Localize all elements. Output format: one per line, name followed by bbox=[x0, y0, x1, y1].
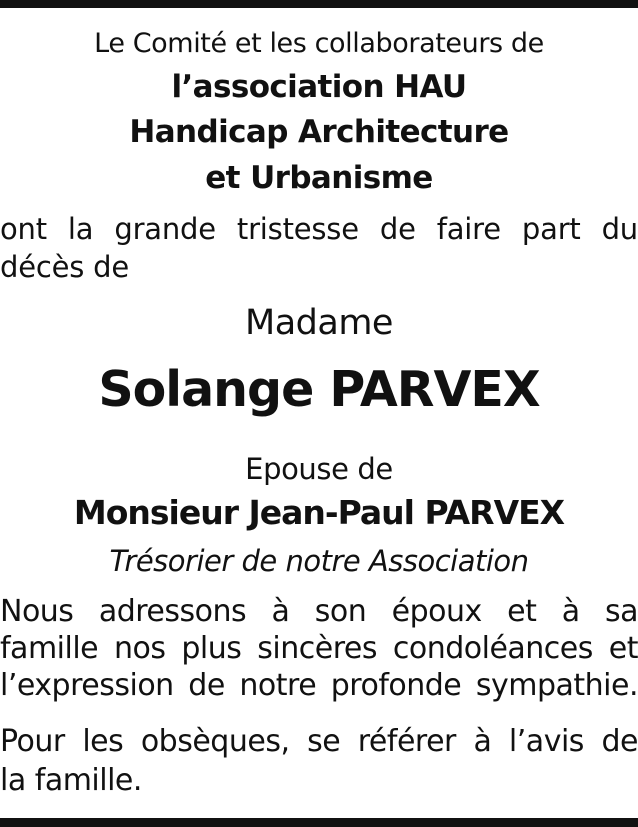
announcement-line-1: ont la grande tristesse de faire part du bbox=[0, 212, 638, 246]
condolences-line-2: famille nos plus sincères condoléances et bbox=[0, 631, 638, 666]
condolences-line-1: Nous adressons à son époux et à sa bbox=[0, 594, 638, 629]
condolences-line-3: l’expression de notre profonde sympathie. bbox=[0, 668, 638, 703]
intro-line: Le Comité et les collaborateurs de bbox=[94, 28, 544, 59]
funeral-line-2: la famille. bbox=[0, 763, 142, 798]
organization-name-line-1: l’association HAU bbox=[171, 69, 467, 105]
spouse-name: Monsieur Jean-Paul PARVEX bbox=[73, 493, 565, 532]
deceased-name: Solange PARVEX bbox=[98, 361, 540, 418]
bottom-border-rule bbox=[0, 818, 638, 827]
funeral-line-1: Pour les obsèques, se référer à l’avis de bbox=[0, 724, 638, 759]
organization-name-line-3: et Urbanisme bbox=[205, 160, 433, 196]
spouse-relation: Epouse de bbox=[245, 452, 393, 486]
spouse-role: Trésorier de notre Association bbox=[109, 544, 529, 578]
top-border-rule bbox=[0, 0, 638, 8]
deceased-title: Madame bbox=[245, 303, 393, 343]
announcement-line-2: décès de bbox=[0, 250, 130, 284]
organization-name-line-2: Handicap Architecture bbox=[129, 114, 509, 150]
